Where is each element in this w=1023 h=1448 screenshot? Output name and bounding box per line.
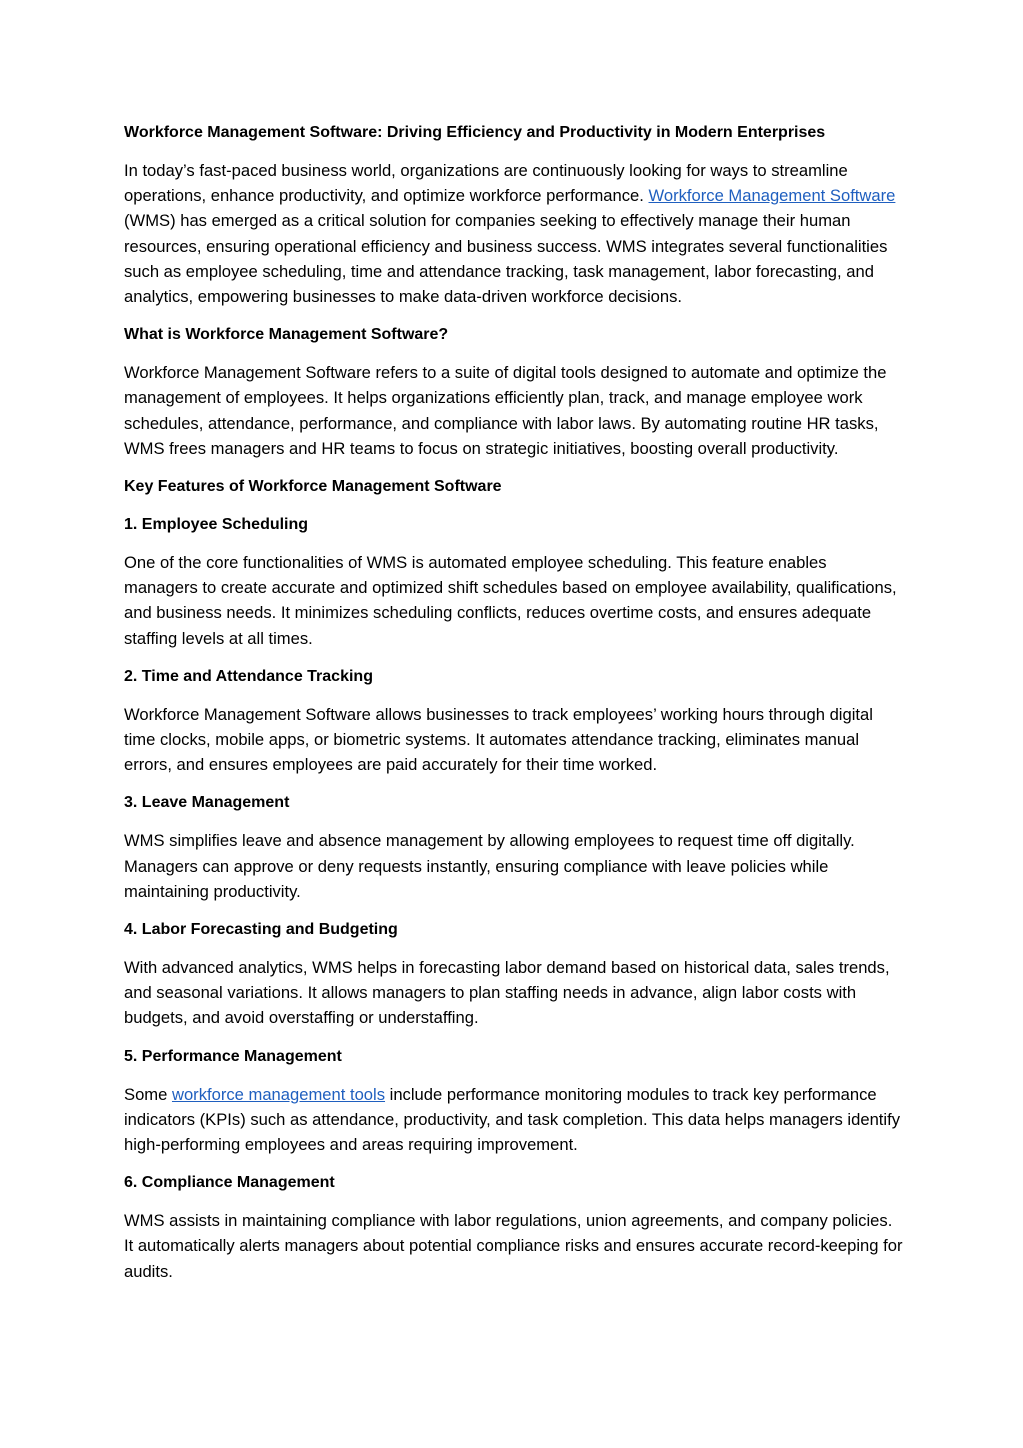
feature-5-text-before: Some (124, 1084, 172, 1104)
feature-5-text-after: include performance monitoring modules to track key performance indicators (KPIs) such as attendance, productivity, and task completion. This data helps managers identify high-performing employees and areas requiring improvement. (124, 1084, 901, 1155)
feature-4-paragraph: With advanced analytics, WMS helps in forecasting labor demand based on historical data, sales trends, and seasonal variations. It allows managers to plan staffing needs in advance, align labor costs with budgets, and avoid overstaffing or understaffing. (124, 958, 890, 1028)
feature-5-paragraph (124, 1082, 904, 1158)
document-page (124, 120, 904, 1297)
workforce-tools-link[interactable]: workforce management tools (171, 1084, 386, 1104)
feature-3-heading: 3. Leave Management (124, 794, 290, 812)
what-is-paragraph: Workforce Management Software refers to a suite of digital tools designed to automate and optimize the management of employees. It helps organizations efficiently plan, track, and manage employee work schedules, attendance, performance, and compliance with labor laws. By automating routine HR tasks, WMS frees managers and HR teams to focus on strategic initiatives, boosting overall productivity. (124, 363, 887, 458)
document-title: Workforce Management Software: Driving Efficiency and Productivity in Modern Enterprises (124, 124, 826, 141)
feature-6-heading: 6. Compliance Management (124, 1174, 335, 1192)
feature-2-paragraph: Workforce Management Software allows businesses to track employees’ working hours through digital time clocks, mobile apps, or biometric systems. It automates attendance tracking, eliminates manual errors, and ensures employees are paid accurately for their time worked. (124, 704, 873, 775)
feature-1-paragraph: One of the core functionalities of WMS is automated employee scheduling. This feature enables managers to create accurate and optimized shift schedules based on employee availability, qualifications, and business needs. It minimizes scheduling conflicts, reduces overtime costs, and ensures adequate staffing levels at all times. (124, 553, 897, 648)
wms-link[interactable]: Workforce Management Software (648, 186, 896, 206)
intro-text-after: (WMS) has emerged as a critical solution for companies seeking to effectively manage their human resources, ensuring operational efficiency and business success. WMS integrates several functionalities such as employee scheduling, time and attendance tracking, task management, labor forecasting, and analytics, empowering businesses to make data-driven workforce decisions. (124, 211, 888, 307)
feature-3-paragraph: WMS simplifies leave and absence management by allowing employees to request time off digitally. Managers can approve or deny requests instantly, ensuring compliance with leave policies while maintaining productivity. (124, 831, 855, 901)
feature-5-heading: 5. Performance Management (124, 1047, 342, 1065)
feature-2-heading: 2. Time and Attendance Tracking (124, 667, 373, 685)
feature-4-heading: 4. Labor Forecasting and Budgeting (124, 921, 398, 939)
intro-text-before: In today’s fast-paced business world, organizations are continuously looking for ways to streamline operations, enhance productivity, and optimize workforce performance. (124, 161, 848, 206)
key-features-heading: Key Features of Workforce Management Software (124, 478, 502, 496)
feature-6-paragraph: WMS assists in maintaining compliance with labor regulations, union agreements, and company policies. It automatically alerts managers about potential compliance risks and ensures accurate record-keeping for audits. (124, 1211, 903, 1281)
what-is-heading: What is Workforce Management Software? (124, 326, 449, 344)
intro-paragraph (124, 158, 904, 309)
feature-1-heading: 1. Employee Scheduling (124, 516, 309, 534)
